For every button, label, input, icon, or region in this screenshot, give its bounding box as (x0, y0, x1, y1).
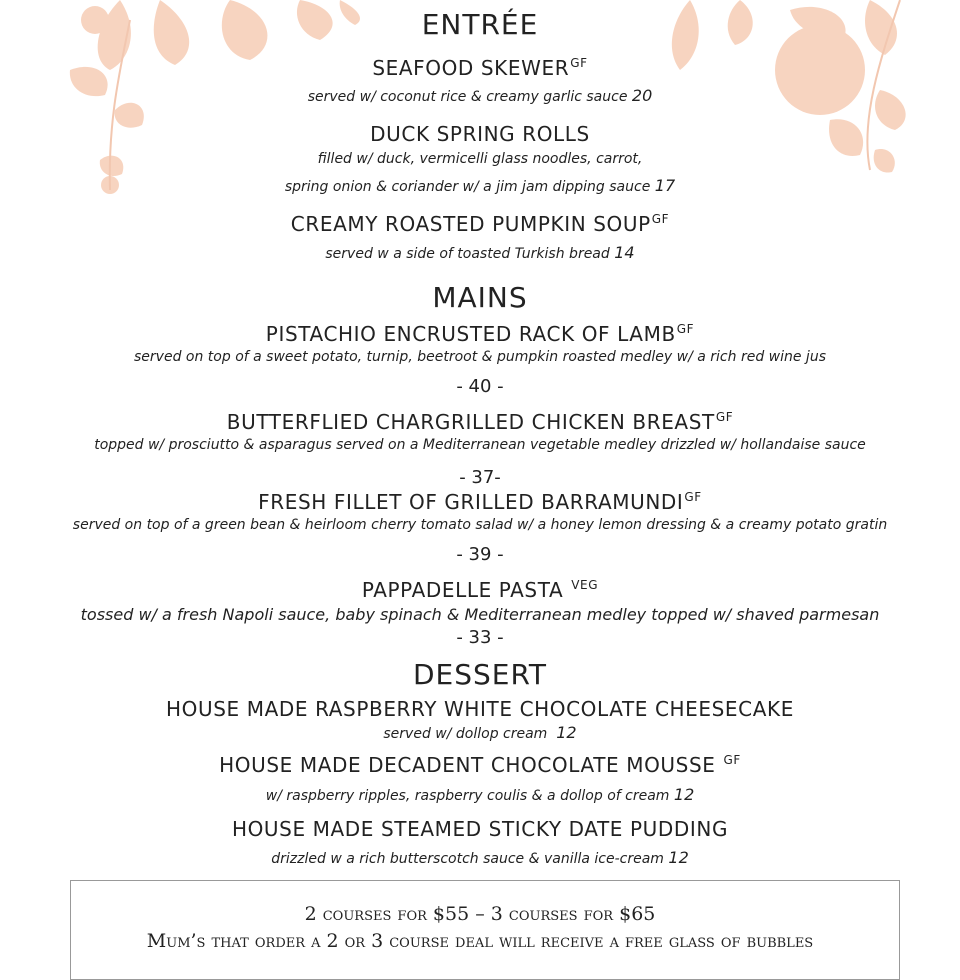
menu-item-name (0, 212, 960, 236)
dietary-tag: GF (570, 56, 588, 70)
menu-item-name (0, 578, 960, 602)
price: 12 (668, 848, 689, 867)
menu-item-name (0, 697, 960, 721)
price: 20 (631, 86, 653, 105)
dietary-tag: GF (684, 490, 702, 504)
menu-item-name (0, 490, 960, 514)
menu-item-description: tossed w/ a fresh Napoli sauce, baby spinach & Mediterranean medley topped w/ shaved parmesan (80, 605, 880, 624)
menu-item-description: filled w/ duck, vermicelli glass noodles, carrot, (317, 151, 643, 167)
menu-item-name (0, 410, 960, 434)
dietary-tag: GF (723, 753, 741, 767)
menu-item-description: served on top of a green bean & heirloom cherry tomato salad w/ a honey lemon dressing & a creamy potato gratin (72, 517, 888, 533)
item-title: FRESH FILLET OF GRILLED BARRAMUNDI (258, 490, 684, 514)
menu-item-name (0, 753, 960, 777)
price: 12 (673, 785, 695, 804)
item-title: HOUSE MADE STEAMED STICKY DATE PUDDING (231, 817, 729, 841)
menu-item-description: drizzled w a rich butterscotch sauce & vanilla ice-cream 12 (271, 848, 689, 867)
item-title: DUCK SPRING ROLLS (370, 122, 590, 146)
menu-item-description: served w/ coconut rice & creamy garlic sauce 20 (307, 86, 653, 105)
course-deal-pricing: 2 courses for $55 – 3 courses for $65 (304, 903, 656, 925)
item-title: SEAFOOD SKEWER (372, 56, 570, 80)
price: 12 (556, 723, 577, 742)
menu-item-name (0, 817, 960, 841)
menu-item-name (0, 122, 960, 146)
menu-item-description: w/ raspberry ripples, raspberry coulis & a dollop of cream 12 (265, 785, 695, 804)
entree-title: ENTRÉE (421, 8, 539, 41)
item-title: CREAMY ROASTED PUMPKIN SOUP (290, 212, 651, 236)
mains-title: MAINS (432, 281, 528, 314)
price: - 33 - (456, 627, 504, 648)
menu-item-description: topped w/ prosciutto & asparagus served on a Mediterranean vegetable medley drizzled w/ hollandaise sauce (94, 437, 866, 453)
price: 17 (654, 176, 676, 195)
dessert-title: DESSERT (412, 658, 547, 691)
price: - 37- (459, 467, 501, 488)
menu-item-name (0, 322, 960, 346)
menu-item-name (0, 56, 960, 80)
dietary-tag: GF (715, 410, 734, 424)
item-title: HOUSE MADE DECADENT CHOCOLATE MOUSSE (219, 753, 716, 777)
menu-item-description: served w/ dollop cream 12 (383, 723, 577, 742)
mums-bubbles-offer: Mum’s that order a 2 or 3 course deal will receive a free glass of bubbles (146, 930, 814, 952)
price: 14 (614, 243, 635, 262)
item-title: HOUSE MADE RASPBERRY WHITE CHOCOLATE CHEESECAKE (166, 697, 794, 721)
dietary-tag: VEG (571, 578, 599, 592)
dietary-tag: GF (676, 322, 695, 336)
price: - 40 - (456, 376, 504, 397)
item-title: PISTACHIO ENCRUSTED RACK OF LAMB (265, 322, 676, 346)
menu-item-description: spring onion & coriander w/ a jim jam dipping sauce 17 (284, 176, 676, 195)
item-title: BUTTERFLIED CHARGRILLED CHICKEN BREAST (226, 410, 715, 434)
menu-item-description: served w a side of toasted Turkish bread 14 (325, 243, 635, 262)
menu-item-description: served on top of a sweet potato, turnip, beetroot & pumpkin roasted medley w/ a rich red wine jus (134, 349, 826, 365)
item-title: PAPPADELLE PASTA (361, 578, 564, 602)
dietary-tag: GF (651, 212, 670, 226)
price: - 39 - (456, 544, 504, 565)
